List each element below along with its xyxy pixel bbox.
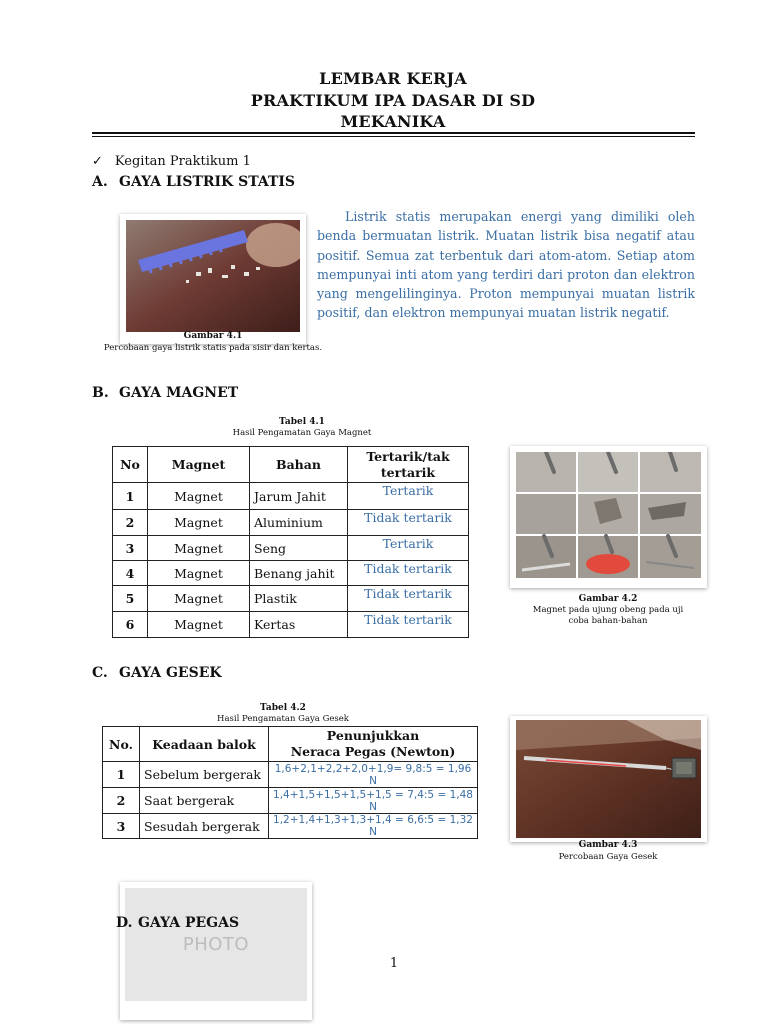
row-keadaan: Sesudah bergerak (140, 814, 269, 839)
header-keadaan: Keadaan balok (140, 727, 269, 762)
table-row (103, 762, 478, 788)
row-no: 4 (113, 561, 148, 586)
row-magnet: Magnet (148, 483, 250, 510)
figure-4-3-caption: Percobaan Gaya Gesek (558, 852, 658, 862)
row-no: 6 (113, 612, 148, 638)
figure-4-1-frame (120, 214, 306, 344)
row-no: 1 (113, 483, 148, 510)
header-hasil: Tertarik/tak tertarik (348, 447, 469, 483)
table-row (113, 510, 469, 536)
row-bahan: Seng (250, 536, 348, 561)
header-penunjukkan (269, 727, 478, 762)
document-title-line1: LEMBAR KERJA (319, 69, 467, 88)
table-row (113, 612, 469, 638)
section-d-letter: D. (116, 915, 133, 931)
row-magnet: Magnet (148, 586, 250, 612)
row-nilai: 1,4+1,5+1,5+1,5+1,5 = 7,4:5 = 1,48 N (269, 788, 478, 814)
figure-4-3-frame (510, 716, 707, 842)
row-keadaan: Sebelum bergerak (140, 762, 269, 788)
figure-4-2-label: Gambar 4.2 (578, 594, 638, 604)
section-d-heading (116, 915, 239, 931)
header-bahan: Bahan (250, 447, 348, 483)
table-row (113, 586, 469, 612)
table-4-1-label: Tabel 4.1 (279, 417, 325, 427)
row-hasil: Tidak tertarik (348, 510, 469, 536)
row-magnet: Magnet (148, 536, 250, 561)
section-c-letter: C. (92, 665, 108, 681)
figure-4-2-caption-2: coba bahan-bahan (568, 616, 648, 626)
row-no: 2 (103, 788, 140, 814)
table-row (113, 536, 469, 561)
section-a-heading (92, 174, 295, 190)
row-keadaan: Saat bergerak (140, 788, 269, 814)
table-4-2-caption: Hasil Pengamatan Gaya Gesek (217, 714, 349, 724)
section-b-letter: B. (92, 385, 109, 401)
row-hasil: Tidak tertarik (348, 561, 469, 586)
figure-4-2-caption-1: Magnet pada ujung obeng pada uji (532, 605, 684, 615)
check-mark-icon: ✓ (92, 154, 103, 169)
friction-experiment-photo (516, 720, 701, 838)
row-magnet: Magnet (148, 510, 250, 536)
figure-4-1-label: Gambar 4.1 (183, 331, 243, 341)
document-title-line3: MEKANIKA (340, 112, 446, 131)
document-title-line2: PRAKTIKUM IPA DASAR DI SD (250, 91, 536, 110)
photo-placeholder-text: PHOTO (182, 934, 250, 955)
section-a-letter: A. (92, 174, 108, 190)
row-bahan: Jarum Jahit (250, 483, 348, 510)
section-b-title: GAYA MAGNET (119, 385, 239, 401)
header-rule-thick (92, 132, 695, 134)
magnet-test-photo (516, 452, 701, 578)
photo-placeholder (125, 888, 307, 1001)
row-hasil: Tidak tertarik (348, 586, 469, 612)
figure-4-3-label: Gambar 4.3 (578, 840, 638, 850)
row-bahan: Plastik (250, 586, 348, 612)
header-penunjukkan-line2: Neraca Pegas (Newton) (290, 744, 456, 759)
friction-table (102, 726, 478, 839)
row-no: 2 (113, 510, 148, 536)
section-c-title: GAYA GESEK (119, 665, 222, 681)
table-row (103, 788, 478, 814)
figure-4-1-caption: Percobaan gaya listrik statis pada sisir dan kertas. (103, 343, 323, 353)
figure-placeholder-frame (120, 882, 312, 1020)
section-c-heading (92, 665, 222, 681)
section-a-paragraph: Listrik statis merupakan energi yang dimiliki oleh benda bermuatan listrik. Muatan listrik bisa negatif atau positif. Semua zat terbentuk dari atom-atom. Setiap atom mempunyai inti atom yang terdiri dari proton dan elektron yang mengelilinginya. Proton mempunyai muatan listrik positif, dan elektron mempunyai muatan listrik negatif. (317, 209, 695, 321)
header-no: No (113, 447, 148, 483)
table-row (103, 814, 478, 839)
header-no: No. (103, 727, 140, 762)
row-bahan: Aluminium (250, 510, 348, 536)
table-header-row (113, 447, 469, 483)
row-no: 3 (103, 814, 140, 839)
page-number: 1 (389, 956, 399, 971)
table-row (113, 483, 469, 510)
row-no: 3 (113, 536, 148, 561)
activity-label: Kegitan Praktikum 1 (114, 154, 251, 169)
section-b-heading (92, 385, 238, 401)
section-a-title: GAYA LISTRIK STATIS (119, 174, 296, 190)
table-4-2-label: Tabel 4.2 (260, 703, 306, 713)
row-hasil: Tidak tertarik (348, 612, 469, 638)
row-magnet: Magnet (148, 561, 250, 586)
row-no: 5 (113, 586, 148, 612)
row-hasil: Tertarik (348, 536, 469, 561)
row-no: 1 (103, 762, 140, 788)
section-d-title: GAYA PEGAS (138, 915, 240, 931)
row-nilai: 1,6+2,1+2,2+2,0+1,9= 9,8:5 = 1,96 N (269, 762, 478, 788)
row-magnet: Magnet (148, 612, 250, 638)
header-rule-thin (92, 136, 695, 137)
row-hasil: Tertarik (348, 483, 469, 510)
table-4-1-caption: Hasil Pengamatan Gaya Magnet (232, 428, 372, 438)
table-row (113, 561, 469, 586)
table-header-row (103, 727, 478, 762)
magnet-table (112, 446, 469, 638)
activity-line (92, 154, 251, 169)
figure-4-2-frame (510, 446, 707, 588)
row-bahan: Kertas (250, 612, 348, 638)
header-magnet: Magnet (148, 447, 250, 483)
static-electricity-photo (126, 220, 300, 332)
row-bahan: Benang jahit (250, 561, 348, 586)
header-penunjukkan-line1: Penunjukkan (326, 728, 420, 743)
row-nilai: 1,2+1,4+1,3+1,3+1,4 = 6,6:5 = 1,32 N (269, 814, 478, 839)
